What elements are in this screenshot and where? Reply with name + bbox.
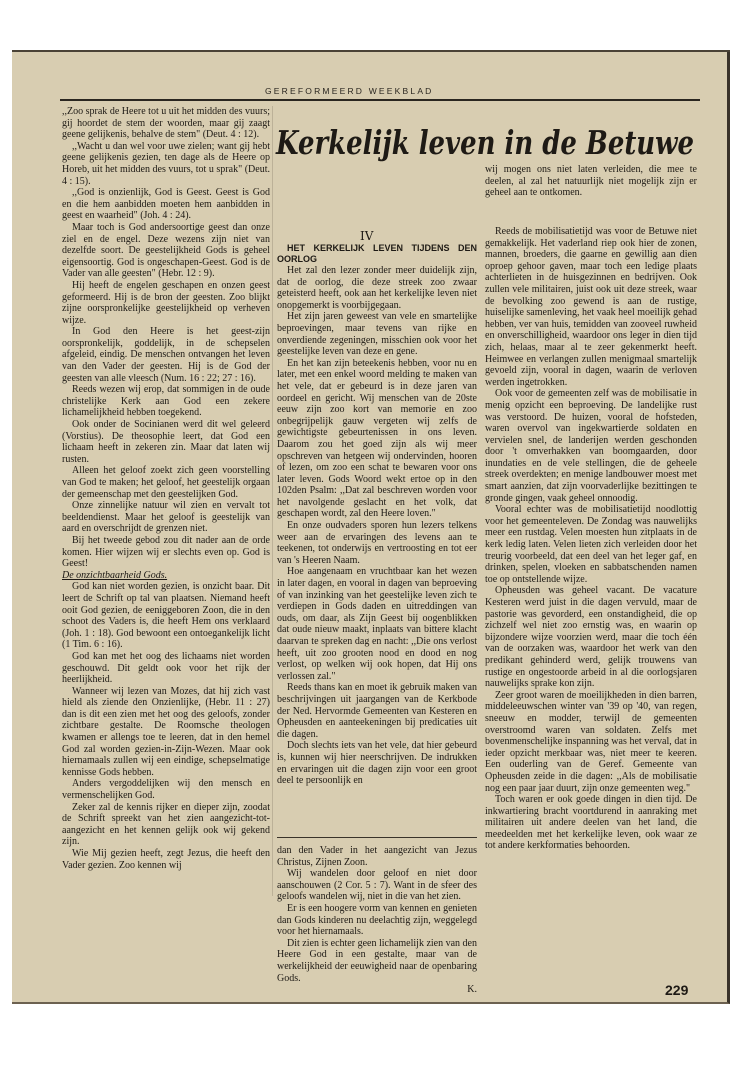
column-2-continuation [277,845,477,996]
column-1 [62,106,270,871]
paragraph: Ook voor de gemeenten zelf was de mobilisatie in menig opzicht een beproeving. De landelijke rust was verstoord. De huizen, vooral de hofsteden, waren overvol van ingekwartierde soldaten en vervielen snel, de landerijen werden geschonden door 't omverhakken van boomgaarden, door inundaties en de vele stellingen, die de geheele streek overdekten; en menige landbouwer moest met smart aanzien, dat zijn voorvaderlijke bezittingen te gronde gingen, vaak geheel onnoodig. [485,388,697,504]
paragraph: Reeds de mobilisatietijd was voor de Betuwe niet gemakkelijk. Het vaderland riep ook hier de zonen, mannen, broeders, die gaarne en gewillig aan dien oproep gehoor gaven, maar toch een ledige plaats achterlieten in de huisgezinnen en bedrijven. Ook zullen vele militairen, juist ook uit deze streek, waar de bevolking zoo gewend is aan de rustige, huiselijke samenleving, het vaak heel moeilijk gehad hebben, ver van huis, temidden van zooveel ruwheid en onverschilligheid, waardoor ons leger in dien tijd zich, helaas, maar al te zeer gekenmerkt heeft. Heimwee en verlangen zullen menigmaal smartelijk gevoeld zijn, vooral in dagen, waarin de verloven werden ingetrokken. [485,226,697,388]
paragraph: Reeds wezen wij erop, dat sommigen in de oude christelijke Kerk aan God een zekere lichamelijkheid hebben toegekend. [62,384,270,419]
section-heading: HET KERKELIJK LEVEN TIJDENS DEN OORLOG [277,243,477,264]
paragraph: Hoe aangenaam en vruchtbaar kan het wezen in later dagen, en vooral in dagen van beproeving of van inzinking van het geestelijke leven zich te verdiepen in Gods daden en uitreddingen van ouds, om daar, als Zijn Geest bij oogenblikken dat oude nieuw maakt, inplaats van bittere klacht daarvan te spreken dag en nacht: ,,Die ons verlost heeft, uit zoo grooten nood en dood en nog verlost, op welken wij ook hopen, dat Hij ons verlossen zal." [277,566,477,682]
paragraph: ,,God is onzienlijk, God is Geest. Geest is God en die hem aanbidden moeten hem aanbidden in geest en waarheid" (Joh. 4 : 24). [62,187,270,222]
paragraph: God kan niet worden gezien, is onzicht baar. Dit leert de Schrift op tal van plaatsen. Niemand heeft ooit God gezien, de eeniggeboren Zoon, die in den schoot des Vaders is, die heeft Hem ons verklaard (Joh. 1 : 18). God bewoont een ontoegankelijk licht (1 Tim. 6 : 16). [62,581,270,651]
paragraph: Ook onder de Socinianen werd dit wel geleerd (Vorstius). De theosophie leert, dat God een lichaam heeft in zekeren zin. Maar dat laten wij rusten. [62,419,270,465]
paragraph: Maar toch is God andersoortige geest dan onze ziel en de engel. Deze wezens zijn niet van dezelfde soort. De geestelijkheid Gods is geheel eigensoortig. God is ongeschapen-Geest. God is de Vader van alle geesten" (Hebr. 12 : 9). [62,221,270,280]
running-header: GEREFORMEERD WEEKBLAD [265,86,434,96]
paragraph: Het zal den lezer zonder meer duidelijk zijn, dat de oorlog, die deze streek zoo zwaar geteisterd heeft, ook aan het kerkelijke leven niet onopgemerkt is voorbijgegaan. [277,265,477,311]
paragraph: Onze zinnelijke natuur wil zien en vervalt tot beeldendienst. Maar het geloof is geestelijk van aard en overschrijdt de grenzen niet. [62,500,270,535]
column-2 [277,243,477,787]
paragraph: Opheusden was geheel vacant. De vacature Kesteren werd juist in die dagen vervuld, maar de pastorie was gevorderd, een onstandigheid, die op zichzelf wel niet zoo ernstig was, en waarin op bijzondere wijze voorzien werd, maar die toch één van de oorzaken was, waardoor het werk van den predikant gehinderd werd, gelijk trouwens van rustige en ongestoorde arbeid in al die oorlogsjaren nauwelijks sprake kon zijn. [485,585,697,690]
part-number: IV [360,229,374,243]
paragraph: wij mogen ons niet laten verleiden, die mee te deelen, al zal het natuurlijk niet mogelijk zijn er geheel aan te ontkomen. [485,164,697,199]
paragraph: Anders vergoddelijken wij den mensch en vermenschelijken God. [62,778,270,802]
column-3 [485,226,697,852]
paragraph: ,,Wacht u dan wel voor uwe zielen; want gij hebt geene gelijkenis gezien, ten dage als de Heere op Horeb, uit het midden des vuurs, tot u sprak" (Deut. 4 : 15). [62,140,270,187]
paragraph: Wanneer wij lezen van Mozes, dat hij zich vast hield als ziende den Onzienlijke, (Hebr. 11 : 27) dan is dit een zien met het oog des geloofs, zonder zichtbare gestalte. De Roomsche theologen kwamen er allengs toe te leeren, dat in den hemel God zal worden gezien-in-Zijn-Wezen. Maar ook hiernamaals zullen wij een eindige, schepselmatige kennisse Gods hebben. [62,685,270,778]
paragraph: Doch slechts iets van het vele, dat hier gebeurd is, kunnen wij hier neerschrijven. De indrukken en ervaringen uit die dagen zijn voor een groot deel te persoonlijk en [277,740,477,787]
column-3-top [485,164,697,199]
paragraph: Zeker zal de kennis rijker en dieper zijn, zoodat de Schrift spreekt van het zien aangezicht-tot-aangezicht en het kennen gelijk ook wij gekend zijn. [62,801,270,848]
article-title [270,112,700,170]
paragraph: Er is een hoogere vorm van kennen en genieten dan Gods kinderen nu deelachtig zijn, weggelegd voor het hiernamaals. [277,902,477,938]
paragraph: Dit zien is echter geen lichamelijk zien van den Heere God in een gestalte, maar van de werkelijkheid der eeuwigheid naar de openbaring Gods. [277,937,477,984]
paragraph: Wie Mij gezien heeft, zegt Jezus, die heeft den Vader gezien. Zoo kennen wij [62,848,270,871]
paragraph: ,,Zoo sprak de Heere tot u uit het midden des vuurs; gij hoordet de stem der woorden, maar gij zaagt geene gelijkenis, behalve de stem" (Deut. 4 : 12). [62,106,270,141]
paragraph: En het kan zijn beteekenis hebben, voor nu en later, met een enkel woord melding te maken van het vele, dat er gebeurd is in deze jaren van oordeel en gericht. Wij menschen van de 20ste eeuw zijn zoo kort van memorie en zoo onbegrijpelijk gauw vergeten wij zelfs de gewichtigste gebeurtenissen in ons leven. Daarom zou het goed zijn als wij meer opschreven van hetgeen wij ondervinden, hooren of lezen, om zoo een schat te bewaren voor ons later leven. Gods Woord wekt ertoe op in den 102den Psalm: ,,Dat zal beschreven worden voor het navolgende geslacht en het volk, dat geschapen wordt, zal den Heere loven." [277,357,477,520]
paragraph: Zeer groot waren de moeilijkheden in dien barren, middeleeuwschen winter van '39 op '40, van regen, sneeuw en modder, terwijl de gemeenten overstroomd waren van soldaten. Zelfs met bovenmenschelijke inspanning was het verval, dat in ieder opzicht merkbaar was, niet meer te keeren. Een ouderling van de Geref. Gemeente van Opheusden zeide in die dagen: ,,Als de mobilisatie nog een paar jaar duurt, zijn onze gemeenten weg." [485,689,697,794]
paragraph: dan den Vader in het aangezicht van Jezus Christus, Zijnen Zoon. [277,845,477,868]
column-divider [277,837,477,838]
paragraph: Bij het tweede gebod zou dit nader aan de orde komen. Hier wijzen wij er slechts even op. God is Geest! [62,534,270,570]
page-number: 229 [665,982,689,998]
paragraph: Toch waren er ook goede dingen in dien tijd. De inkwartiering bracht voortdurend in aanraking met militairen uit andere deelen van het land, die meedeelden met het kerkelijke leven, ook waar ze tot andere kerkformaties behoorden. [485,794,697,852]
author-signature: K. [467,984,477,996]
paragraph: Reeds thans kan en moet ik gebruik maken van beschrijvingen uit jaargangen van de Kerkbode der Ned. Hervormde Gemeenten van Kesteren en Opheusden en aanteekeningen bij predicaties uit die dagen. [277,682,477,740]
article-title-text: Kerkelijk leven in de Betuwe [275,123,694,162]
paragraph: In God den Heere is het geest-zijn oorspronkelijk, goddelijk, in de schepselen afgeleid, eindig. De menschen ontvangen het leven van den Vader der geesten. Hij is de God der geesten van alle vleesch (Num. 16 : 22; 27 : 16). [62,326,270,384]
header-rule [60,99,700,101]
paragraph: God kan met het oog des lichaams niet worden geschouwd. Dit geldt ook voor het rijk der heerlijkheid. [62,650,270,686]
paragraph: Vooral echter was de mobilisatietijd noodlottig voor het gemeenteleven. De Zondag was nauwelijks meer een rustdag. Velen moesten hun zitplaats in de kerk ledig laten. Velen lieten zich verleiden door het treurig voorbeeld, dat een deel van het leger gaf, en drinken, spelen, vloeken en sabbatschenden namen toe op ontstellende wijze. [485,504,697,585]
paragraph: Het zijn jaren geweest van vele en smartelijke beproevingen, maar tevens van rijke en onverdiende zegeningen, misschien ook voor het geestelijke leven van deze en gene. [277,311,477,358]
paragraph: Hij heeft de engelen geschapen en onzen geest geformeerd. Hij is de bron der geesten. Zoo blijkt zijne oorspronkelijke geestelijkheid op verheven wijze. [62,279,270,326]
paragraph: Alleen het geloof zoekt zich geen voorstelling van God te maken; het geloof, het geestelijk orgaan der gemeenschap met den geestelijken God. [62,465,270,500]
column-rule [272,106,273,896]
subheading: De onzichtbaarheid Gods. [62,569,168,581]
paragraph: En onze oudvaders sporen hun lezers telkens weer aan de ervaringen des levens aan te teekenen, tot onderwijs en vertroosting en tot eer van 's Heeren Naam. [277,520,477,566]
paragraph: Wij wandelen door geloof en niet door aanschouwen (2 Cor. 5 : 7). Want in de sfeer des geloofs wandelen wij, niet in die van het zien. [277,868,477,903]
